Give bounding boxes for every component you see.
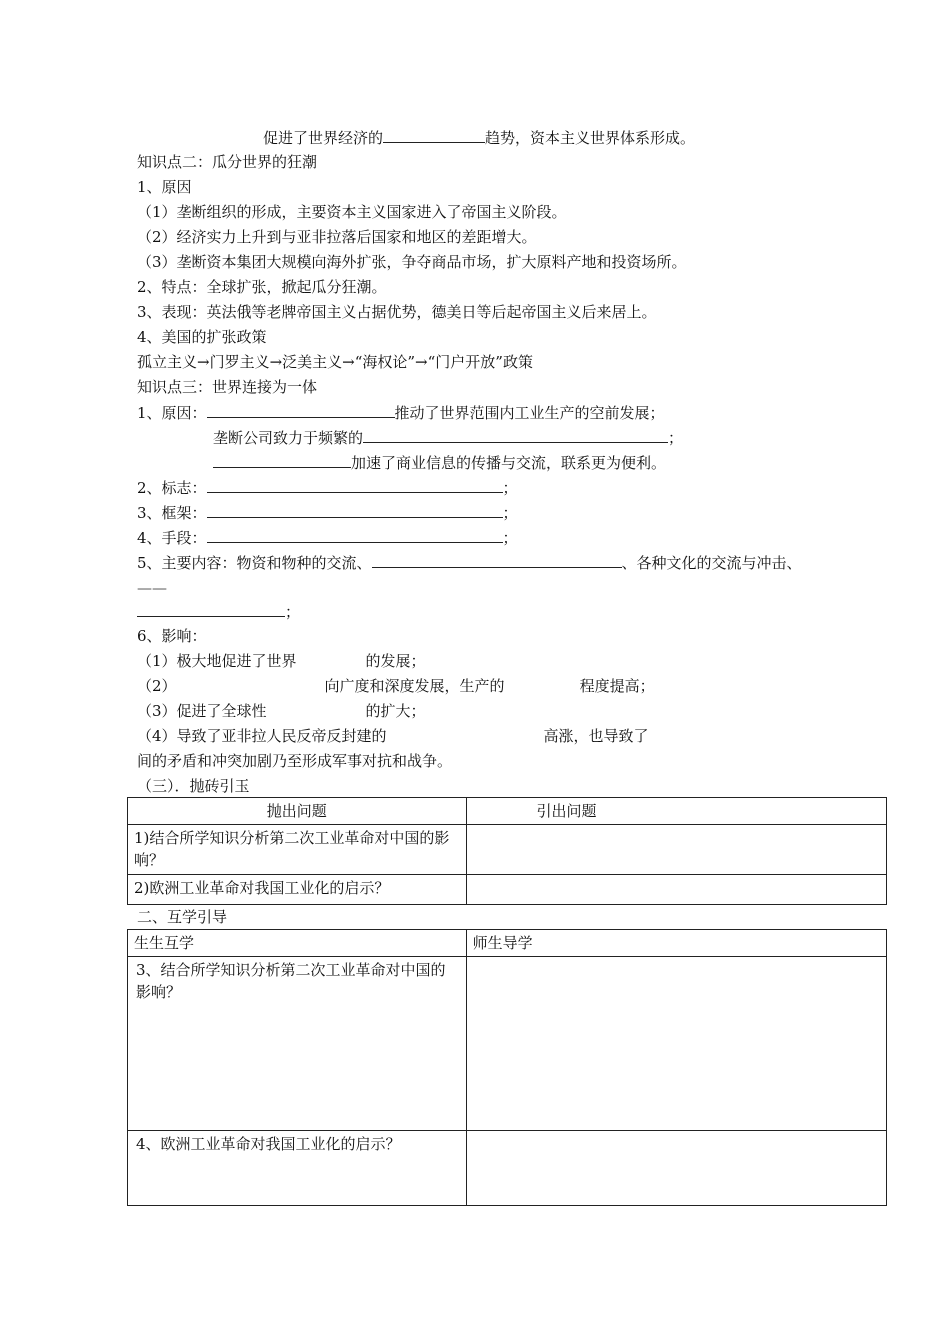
text-segment: 的发展； <box>365 652 426 670</box>
answer-cell[interactable] <box>466 957 886 1131</box>
fill-blank[interactable] <box>207 402 395 418</box>
text-segment: ； <box>285 603 301 621</box>
line-frame <box>137 502 518 523</box>
item-cause-1: （1）垄断组织的形成，主要资本主义国家进入了帝国主义阶段。 <box>137 203 567 221</box>
fill-blank[interactable] <box>207 477 503 493</box>
text-segment: ； <box>668 429 684 447</box>
question-cell: 1)结合所学知识分析第二次工业革命对中国的影响？ <box>128 825 467 875</box>
header-cell: 引出问题 <box>466 798 886 825</box>
text-segment: 1、原因： <box>137 404 207 422</box>
text-segment: （3）促进了全球性 <box>137 702 267 720</box>
text-segment: 高涨，也导致了 <box>543 727 649 745</box>
fill-blank[interactable] <box>383 127 485 143</box>
line-dash: —— <box>137 579 167 597</box>
fill-blank[interactable] <box>372 552 622 568</box>
question-table <box>127 797 887 905</box>
text-segment: 垄断公司致力于频繁的 <box>213 429 364 447</box>
item-cause-3: （3）垄断资本集团大规模向海外扩张，争夺商品市场，扩大原料产地和投资场所。 <box>137 253 687 271</box>
text-segment: （1）极大地促进了世界 <box>137 652 297 670</box>
table-header-row <box>128 798 887 825</box>
line-impact-1 <box>137 651 426 671</box>
item-feature: 2、特点：全球扩张，掀起瓜分狂潮。 <box>137 278 387 296</box>
line-reason-3 <box>213 452 666 473</box>
line-world-economy <box>263 127 695 148</box>
text-segment: 加速了商业信息的传播与交流，联系更为便利。 <box>351 454 667 472</box>
item-us-policy: 4、美国的扩张政策 <box>137 328 267 346</box>
line-main-content <box>137 552 802 573</box>
line-sign <box>137 477 518 498</box>
answer-cell[interactable] <box>466 825 886 875</box>
question-cell: 2)欧洲工业革命对我国工业化的启示？ <box>128 875 467 905</box>
text-segment: 、各种文化的交流与冲击、 <box>621 554 802 572</box>
text-segment: 5、主要内容：物资和物种的交流、 <box>137 554 372 572</box>
heading-knowledge-point-3: 知识点三：世界连接为一体 <box>137 378 318 396</box>
line-impact-4 <box>137 726 649 746</box>
text-segment: （2） <box>137 677 177 695</box>
item-cause: 1、原因 <box>137 178 192 196</box>
text-segment: 促进了世界经济的 <box>263 129 384 147</box>
header-cell: 抛出问题 <box>128 798 467 825</box>
text-segment: ； <box>502 504 518 522</box>
table-header-row <box>128 930 887 957</box>
question-cell: 4、欧洲工业革命对我国工业化的启示？ <box>128 1131 467 1206</box>
line-impact-4-cont: 间的矛盾和冲突加剧乃至形成军事对抗和战争。 <box>137 752 453 770</box>
text-segment: 趋势，资本主义世界体系形成。 <box>485 129 696 147</box>
answer-cell[interactable] <box>466 1131 886 1206</box>
header-cell: 师生导学 <box>466 930 886 957</box>
item-us-policy-chain: 孤立主义→门罗主义→泛美主义→“海权论”→“门户开放”政策 <box>137 353 533 371</box>
fill-blank[interactable] <box>207 502 503 518</box>
table-row <box>128 1131 887 1206</box>
answer-cell[interactable] <box>466 875 886 905</box>
line-impact-3 <box>137 701 426 721</box>
table-row <box>128 957 887 1131</box>
text-segment: 2、标志： <box>137 479 207 497</box>
text-segment: 向广度和深度发展，生产的 <box>324 677 505 695</box>
header-cell: 生生互学 <box>128 930 467 957</box>
section-heading-brainstorm: （三）．抛砖引玉 <box>137 777 250 795</box>
text-segment: ； <box>502 479 518 497</box>
line-main-content-cont <box>137 601 300 622</box>
text-segment: 程度提高； <box>579 677 655 695</box>
item-impact: 6、影响： <box>137 627 207 645</box>
text-segment: 3、框架： <box>137 504 207 522</box>
item-cause-2: （2）经济实力上升到与亚非拉落后国家和地区的差距增大。 <box>137 228 537 246</box>
text-segment: ； <box>502 529 518 547</box>
text-segment: 推动了世界范围内工业生产的空前发展； <box>394 404 665 422</box>
text-segment: 的扩大； <box>365 702 426 720</box>
table-row <box>128 825 887 875</box>
text-segment: 4、手段： <box>137 529 207 547</box>
question-cell: 3、结合所学知识分析第二次工业革命对中国的影响？ <box>128 957 467 1131</box>
table-row <box>128 875 887 905</box>
heading-knowledge-point-2: 知识点二：瓜分世界的狂潮 <box>137 153 318 171</box>
fill-blank[interactable] <box>213 452 351 468</box>
text-segment: （4）导致了亚非拉人民反帝反封建的 <box>137 727 387 745</box>
item-performance: 3、表现：英法俄等老牌帝国主义占据优势，德美日等后起帝国主义后来居上。 <box>137 303 657 321</box>
line-impact-2 <box>137 676 655 696</box>
line-reason-2 <box>213 427 683 448</box>
fill-blank[interactable] <box>207 527 503 543</box>
line-means <box>137 527 518 548</box>
fill-blank[interactable] <box>363 427 668 443</box>
fill-blank[interactable] <box>137 601 285 617</box>
learning-table <box>127 929 887 1206</box>
line-reason-1 <box>137 402 665 423</box>
section-heading-mutual-learning: 二、互学引导 <box>137 908 228 926</box>
